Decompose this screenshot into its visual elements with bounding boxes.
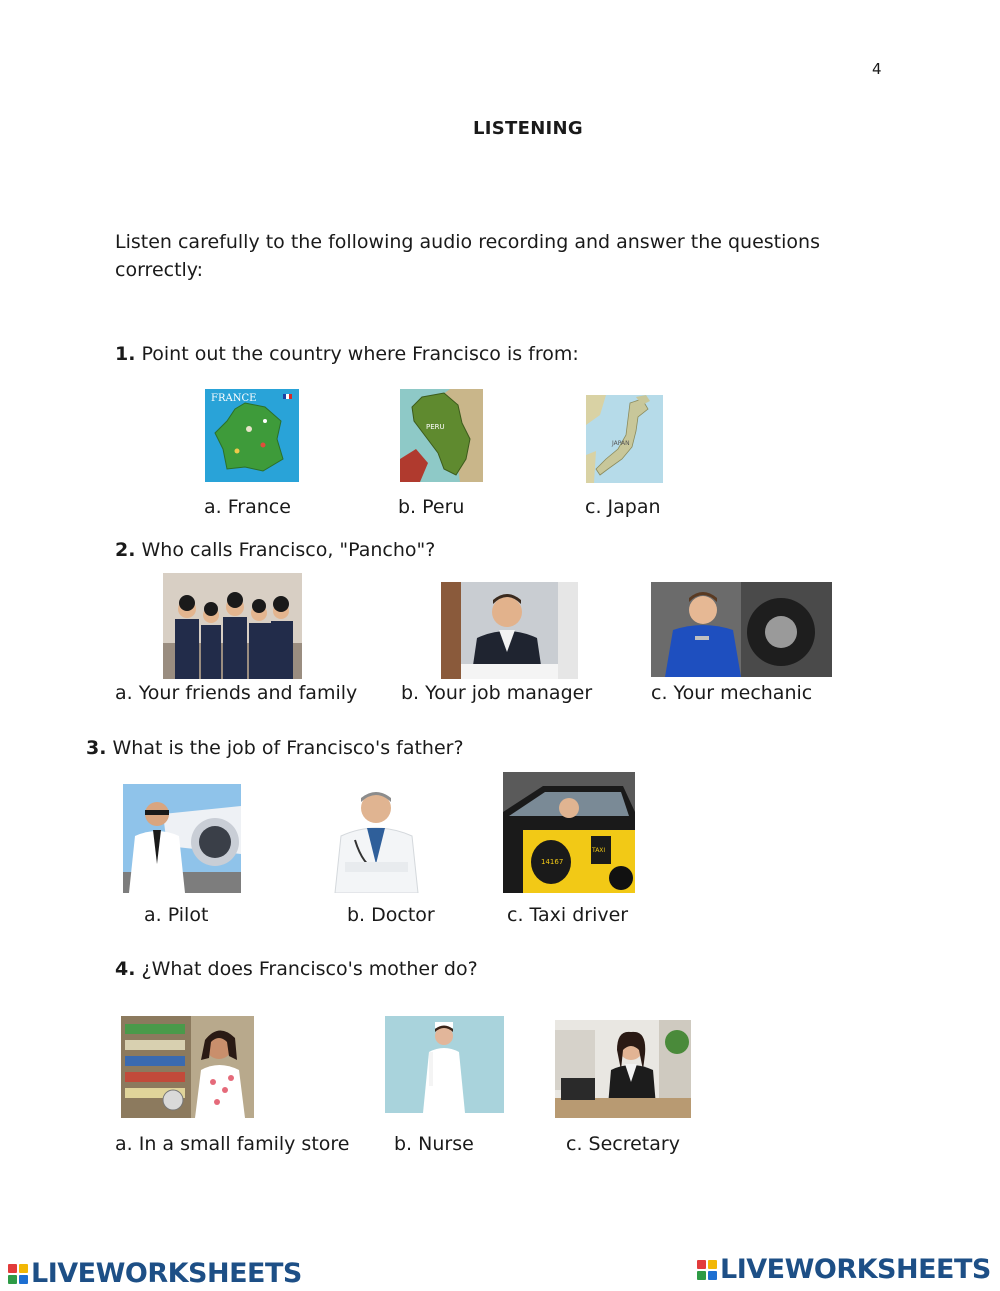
option-3b[interactable]: b. Doctor: [347, 904, 435, 926]
option-4b[interactable]: b. Nurse: [394, 1133, 474, 1155]
instructions: Listen carefully to the following audio recording and answer the questions correctly:: [115, 231, 820, 281]
pilot-photo[interactable]: [123, 784, 241, 893]
secretary-photo[interactable]: [555, 1020, 691, 1118]
doctor-photo[interactable]: [333, 784, 420, 893]
question-text: Who calls Francisco, "Pancho"?: [141, 539, 436, 561]
friends-family-photo[interactable]: [163, 573, 302, 679]
brand-text: LIVEWORKSHEETS: [31, 1258, 302, 1289]
option-1c[interactable]: c. Japan: [585, 496, 661, 518]
option-2c[interactable]: c. Your mechanic: [651, 682, 813, 704]
question-number: 2.: [115, 539, 136, 561]
question-text: What is the job of Francisco's father?: [112, 737, 464, 759]
option-1b[interactable]: b. Peru: [398, 496, 465, 518]
option-2b[interactable]: b. Your job manager: [401, 682, 593, 704]
taxi-driver-photo[interactable]: [503, 772, 635, 893]
japan-map-image[interactable]: [586, 395, 663, 483]
japan-label: JAPAN: [612, 440, 630, 447]
taxi-sign: TAXI: [592, 847, 606, 854]
page-title: LISTENING: [472, 118, 583, 139]
brand-text: LIVEWORKSHEETS: [720, 1254, 991, 1285]
question-text: Point out the country where Francisco is from:: [141, 343, 579, 365]
footer-brand-right[interactable]: [697, 1254, 991, 1285]
option-1a[interactable]: a. France: [204, 496, 291, 518]
peru-label: PERU: [426, 423, 445, 431]
france-map-image[interactable]: [205, 389, 299, 482]
question-number: 3.: [86, 737, 107, 759]
france-label: FRANCE: [211, 393, 257, 404]
option-4c[interactable]: c. Secretary: [566, 1133, 680, 1155]
question-number: 1.: [115, 343, 136, 365]
option-3c[interactable]: c. Taxi driver: [507, 904, 629, 926]
question-number: 4.: [115, 958, 136, 980]
question-2: [115, 539, 435, 561]
peru-map-image[interactable]: [400, 389, 483, 482]
family-store-photo[interactable]: [121, 1016, 254, 1118]
question-1: [115, 343, 579, 365]
footer-brand-left[interactable]: [8, 1258, 302, 1289]
liveworksheets-logo-icon: [697, 1260, 717, 1280]
nurse-photo[interactable]: [385, 1016, 504, 1113]
question-3: [86, 737, 464, 759]
taxi-number: 14167: [541, 858, 564, 866]
mechanic-photo[interactable]: [651, 582, 832, 677]
option-3a[interactable]: a. Pilot: [144, 904, 209, 926]
question-4: [115, 958, 478, 980]
question-text: ¿What does Francisco's mother do?: [141, 958, 478, 980]
option-2a[interactable]: a. Your friends and family: [115, 682, 358, 704]
page-number: 4: [872, 60, 882, 78]
option-4a[interactable]: a. In a small family store: [115, 1133, 350, 1155]
job-manager-photo[interactable]: [441, 582, 578, 679]
liveworksheets-logo-icon: [8, 1264, 28, 1284]
